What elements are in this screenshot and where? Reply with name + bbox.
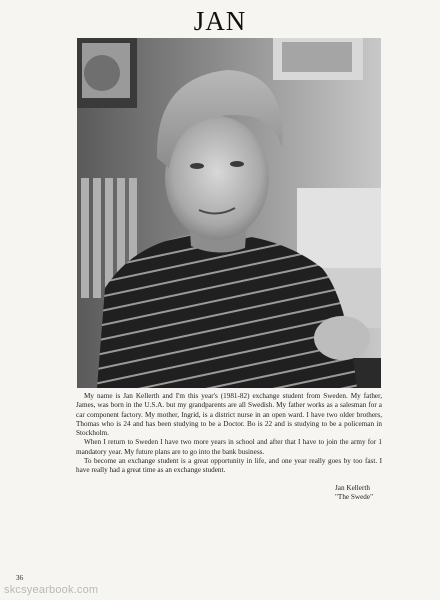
- biography-text: [76, 392, 382, 476]
- biography-paragraph: When I return to Sweden I have two more years in school and after that I have to join the army for 1 mandatory year. My future plans are to go into the bank business.: [76, 438, 382, 456]
- portrait-photo: [77, 38, 381, 388]
- biography-paragraph: My name is Jan Kellerth and I'm this year's (1981-82) exchange student from Sweden. My father, James, was born in the U.S.A. but my grandparents are all Swedish. My father works as a salesman for a car component factory. My mother, Ingrid, is a district nurse in an open ward. I have two older brothers, Thomas who is 24 and has been studying to be a Doctor. Bo is 22 and is studying to be a policeman in Stockholm.: [76, 392, 382, 438]
- watermark: skcsyearbook.com: [4, 584, 99, 596]
- signature-name: Jan Kellerth: [335, 484, 370, 492]
- page-title: JAN: [193, 6, 247, 36]
- biography-paragraph: To become an exchange student is a great opportunity in life, and one year really goes by too fast. I have really had a great time as an exchange student.: [76, 457, 382, 475]
- signature-block: [335, 484, 405, 502]
- page-number: 36: [16, 574, 23, 582]
- signature-nickname: "The Swede": [335, 493, 374, 501]
- portrait-photo-icon: [77, 38, 381, 388]
